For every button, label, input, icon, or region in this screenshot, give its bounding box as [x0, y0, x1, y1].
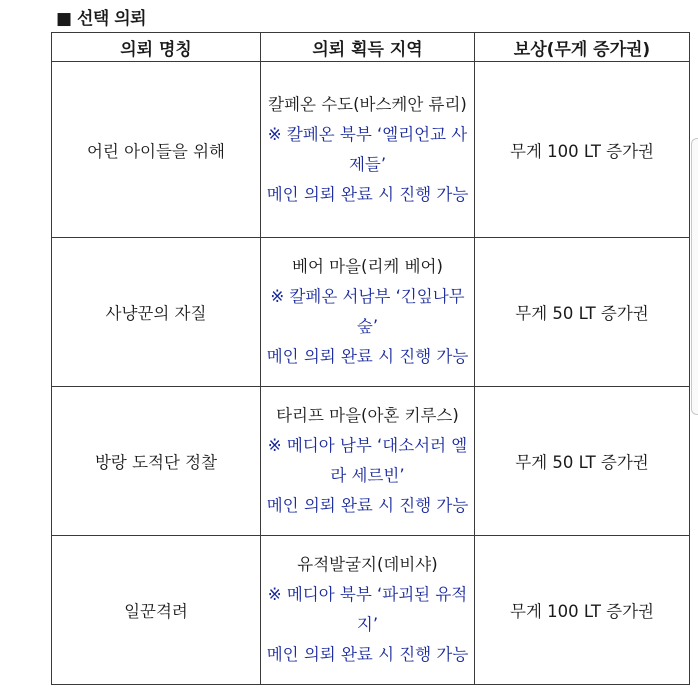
quest-name: 사냥꾼의 자질: [52, 238, 261, 387]
quest-hint: ※ 메디아 북부 ‘파괴된 유적지’: [267, 585, 468, 634]
table-header-row: [52, 33, 690, 62]
quest-location: 베어 마을(리케 베어): [292, 257, 443, 276]
quest-name: 어린 아이들을 위해: [52, 62, 261, 238]
table-row: [52, 387, 690, 536]
quest-location-cell: [261, 536, 475, 685]
quest-name: 방랑 도적단 정찰: [52, 387, 261, 536]
table-row: [52, 62, 690, 238]
header-quest-location: 의뢰 획득 지역: [261, 33, 475, 62]
quest-location-cell: [261, 62, 475, 238]
header-quest-name: 의뢰 명칭: [52, 33, 261, 62]
quest-location: 칼페온 수도(바스케안 류리): [268, 94, 467, 114]
quest-reward: 무게 100 LT 증가권: [475, 536, 690, 685]
header-reward: 보상(무게 증가권): [475, 33, 690, 62]
quest-condition: 메인 의뢰 완료 시 진행 가능: [266, 645, 469, 664]
table-row: [52, 238, 690, 387]
quest-location-cell: [261, 387, 475, 536]
quest-reward: 무게 50 LT 증가권: [475, 238, 690, 387]
section-title: ■ 선택 의뢰: [56, 9, 147, 29]
quest-location: 타리프 마을(아혼 키루스): [276, 406, 459, 425]
quest-reward: 무게 100 LT 증가권: [475, 62, 690, 238]
quest-hint: ※ 메디아 남부 ‘대소서러 엘라 세르빈’: [267, 436, 468, 485]
quest-hint: ※ 칼페온 서남부 ‘긴잎나무 숲’: [270, 287, 465, 336]
quest-condition: 메인 의뢰 완료 시 진행 가능: [266, 496, 469, 515]
quest-location: 유적발굴지(데비샤): [297, 555, 438, 574]
quest-reward: 무게 50 LT 증가권: [475, 387, 690, 536]
quest-condition: 메인 의뢰 완료 시 진행 가능: [266, 184, 469, 204]
quest-hint: ※ 칼페온 북부 ‘엘리언교 사제들’: [267, 124, 468, 174]
quest-name: 일꾼격려: [52, 536, 261, 685]
scrollbar[interactable]: [691, 138, 698, 415]
quest-table: [51, 32, 690, 685]
table-row: [52, 536, 690, 685]
quest-condition: 메인 의뢰 완료 시 진행 가능: [266, 347, 469, 366]
quest-location-cell: [261, 238, 475, 387]
